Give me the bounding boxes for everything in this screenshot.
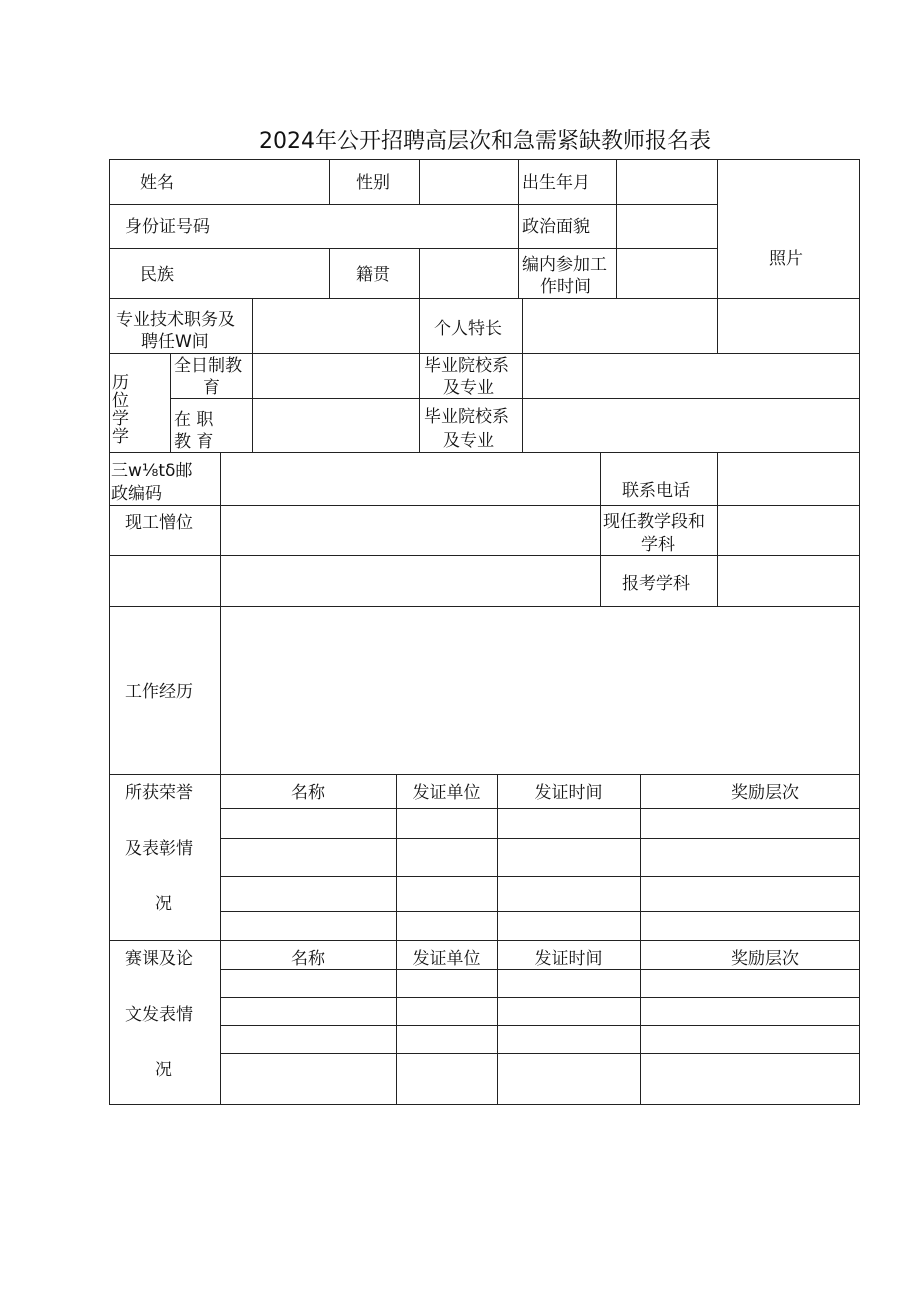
- label-honors-3: 况: [155, 894, 172, 914]
- ethnicity-field[interactable]: [184, 249, 328, 297]
- contest-header-level: 奖励层次: [731, 949, 799, 969]
- label-address-1: 三w⅛tδ邮: [111, 461, 193, 481]
- honors-rows[interactable]: [221, 809, 858, 939]
- label-work-history: 工作经历: [125, 682, 193, 702]
- label-native-place: 籍贯: [356, 265, 390, 285]
- id-number-field[interactable]: [230, 205, 517, 247]
- label-school-major-1b: 及专业: [443, 378, 494, 398]
- label-specialty: 个人特长: [434, 319, 502, 339]
- label-inservice-2: 教 育: [174, 432, 214, 452]
- form-title: 2024年公开招聘高层次和急需紧缺教师报名表: [259, 129, 711, 154]
- name-field[interactable]: [184, 160, 328, 203]
- label-edu-1: 历: [112, 373, 129, 393]
- label-gender: 性别: [356, 173, 390, 193]
- gender-field[interactable]: [420, 160, 517, 203]
- work-unit-field[interactable]: [221, 506, 599, 554]
- contest-header-issuer: 发证单位: [412, 949, 481, 969]
- work-start-field[interactable]: [617, 249, 716, 297]
- birth-field[interactable]: [617, 160, 716, 203]
- native-place-field[interactable]: [420, 249, 517, 297]
- label-fulltime-2: 育: [203, 378, 220, 398]
- work-history-field[interactable]: [221, 607, 858, 773]
- label-address-2: 政编码: [111, 484, 162, 504]
- political-status-field[interactable]: [617, 205, 716, 247]
- exam-subject-field[interactable]: [718, 556, 858, 605]
- fulltime-school-field[interactable]: [523, 354, 858, 397]
- label-contest-1: 赛课及论: [125, 949, 193, 969]
- honors-header-issuer: 发证单位: [412, 783, 481, 803]
- label-honors-1: 所获荣誉: [125, 783, 193, 803]
- label-phone: 联系电话: [622, 481, 690, 501]
- label-edu-2: 位: [112, 391, 129, 411]
- label-school-major-2: 毕业院校系: [424, 407, 509, 427]
- label-political-status: 政治面貌: [522, 217, 590, 237]
- prof-title-field[interactable]: [253, 299, 418, 352]
- fulltime-edu-field[interactable]: [253, 354, 418, 397]
- label-id-number: 身份证号码: [125, 217, 210, 237]
- label-school-major-2b: 及专业: [443, 431, 494, 451]
- label-work-unit: 现工憎位: [125, 513, 193, 533]
- label-inservice-1: 在 职: [174, 410, 214, 430]
- honors-header-level: 奖励层次: [731, 783, 799, 803]
- label-birth: 出生年月: [522, 173, 590, 193]
- label-teaching-1: 现任教学段和: [603, 512, 705, 532]
- photo-field[interactable]: [718, 160, 858, 352]
- label-exam-subject: 报考学科: [622, 574, 690, 594]
- label-fulltime-1: 全日制教: [174, 356, 242, 376]
- label-contest-2: 文发表情: [125, 1005, 193, 1025]
- contest-header-date: 发证时间: [534, 949, 603, 969]
- label-teaching-2: 学科: [641, 535, 675, 555]
- inservice-school-field[interactable]: [523, 399, 858, 451]
- specialty-field[interactable]: [523, 299, 716, 352]
- extra-field[interactable]: [221, 556, 599, 605]
- address-field[interactable]: [221, 453, 599, 504]
- label-edu-3: 学: [112, 409, 129, 429]
- phone-field[interactable]: [718, 453, 858, 504]
- inservice-edu-field[interactable]: [253, 399, 418, 451]
- label-photo: 照片: [769, 249, 803, 269]
- honors-header-date: 发证时间: [534, 783, 603, 803]
- teaching-field[interactable]: [718, 506, 858, 554]
- label-contest-3: 况: [155, 1060, 172, 1080]
- label-honors-2: 及表彰情: [125, 839, 193, 859]
- label-work-start-1: 编内参加工: [522, 255, 607, 275]
- label-name: 姓名: [140, 173, 174, 193]
- honors-header-name: 名称: [291, 783, 325, 803]
- label-work-start-2: 作时间: [540, 277, 591, 297]
- label-prof-title-1: 专业技术职务及: [116, 310, 235, 330]
- label-ethnicity: 民族: [140, 265, 174, 285]
- label-prof-title-2: 聘任W间: [141, 332, 209, 352]
- contest-rows[interactable]: [221, 970, 858, 1103]
- label-school-major-1: 毕业院校系: [424, 356, 509, 376]
- label-edu-4: 学: [112, 427, 129, 447]
- contest-header-name: 名称: [291, 949, 325, 969]
